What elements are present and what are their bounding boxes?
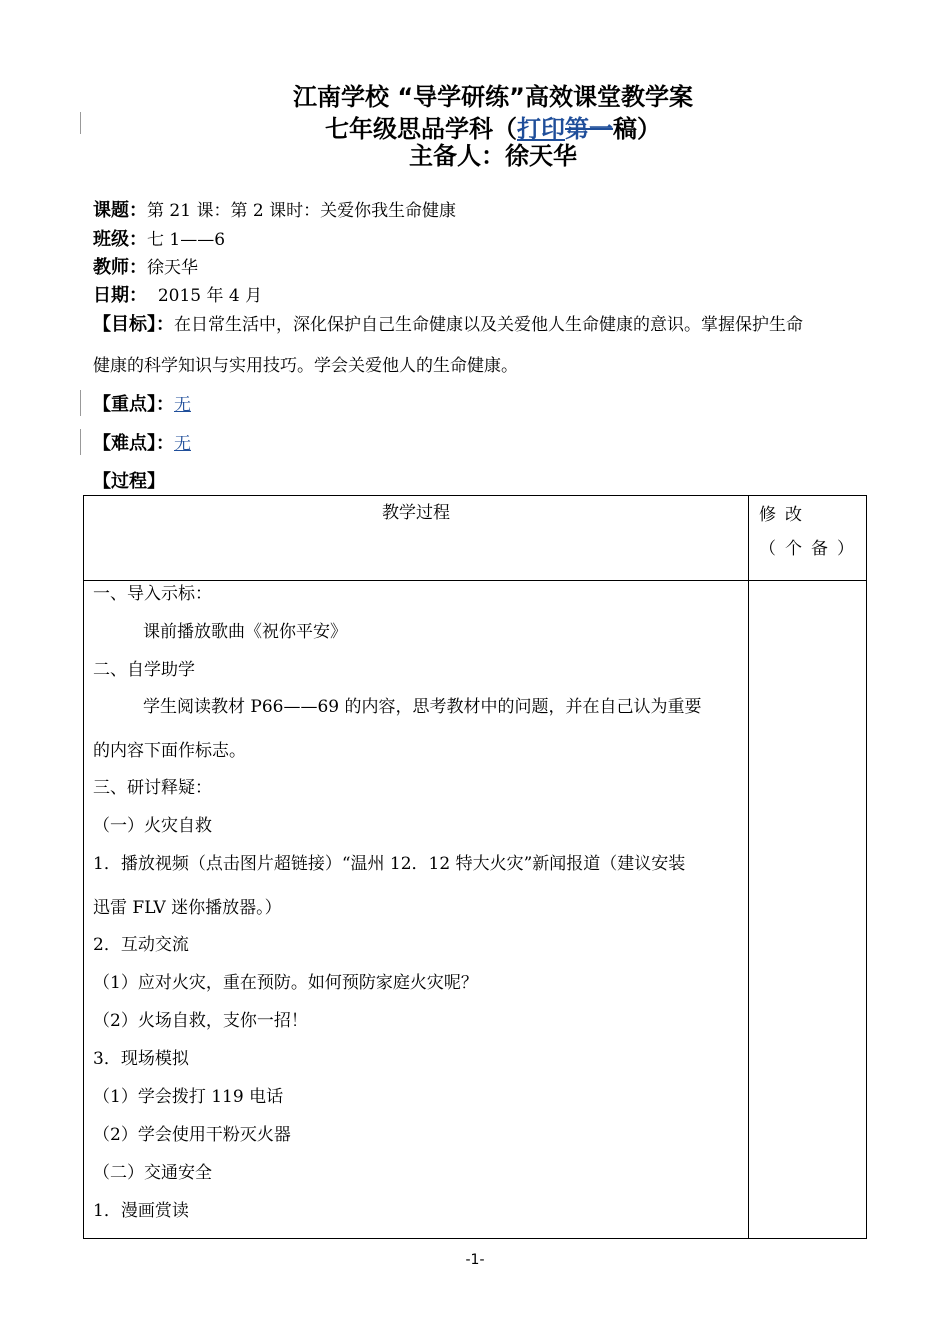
- topic-row: [93, 199, 456, 223]
- date-value: 2015 年 4 月: [157, 286, 263, 306]
- key-value-link[interactable]: 无: [174, 395, 191, 415]
- goal-label: 【目标】：: [93, 314, 174, 335]
- difficulty-label: 【难点】：: [93, 433, 174, 454]
- process-row: [93, 470, 165, 494]
- process-label: 【过程】: [93, 471, 165, 492]
- goal-line-1: 在日常生活中，深化保护自己生命健康以及关爱他人生命健康的意识。掌握保护生命: [174, 315, 803, 335]
- class-row: [93, 228, 225, 252]
- list-item: 2．互动交流: [93, 935, 189, 955]
- list-item: 的内容下面作标志。: [93, 741, 246, 761]
- goal-block: [93, 312, 863, 378]
- author-line: 主备人：徐天华: [409, 142, 577, 170]
- list-item: （一）火灾自救: [93, 816, 212, 836]
- document-subtitle: [18, 114, 950, 144]
- list-item: （1）学会拨打 119 电话: [93, 1087, 284, 1107]
- difficulty-row: [93, 432, 191, 456]
- teacher-value: 徐天华: [147, 258, 198, 278]
- topic-label: 课题：: [93, 200, 147, 221]
- goal-line-2: 健康的科学知识与实用技巧。学会关爱他人的生命健康。: [93, 356, 518, 376]
- col-header-process: 教学过程: [84, 496, 749, 581]
- list-item: 1．漫画赏读: [93, 1201, 189, 1221]
- list-item: （2）学会使用干粉灭火器: [93, 1125, 291, 1145]
- list-item: 3．现场模拟: [93, 1049, 189, 1069]
- topic-value: 第 21 课：第 2 课时：关爱你我生命健康: [147, 201, 457, 221]
- subtitle-link-first[interactable]: 第一: [565, 115, 613, 143]
- teacher-row: [93, 256, 198, 280]
- list-item: 1．播放视频（点击图片超链接）“温州 12．12 特大火灾”新闻报道（建议安装: [93, 854, 686, 874]
- list-item: （2）火场自救，支你一招！: [93, 1011, 308, 1031]
- list-item: （1）应对火灾，重在预防。如何预防家庭火灾呢？: [93, 973, 478, 993]
- change-bar: [80, 112, 81, 134]
- difficulty-value-link[interactable]: 无: [174, 434, 191, 454]
- change-bar: [80, 429, 81, 455]
- list-item: （二）交通安全: [93, 1163, 212, 1183]
- page-number: -1-: [465, 1252, 485, 1268]
- list-item: 课前播放歌曲《祝你平安》: [143, 622, 347, 642]
- list-item: 二、自学助学: [93, 660, 195, 680]
- class-label: 班级：: [93, 229, 147, 250]
- date-row: [93, 284, 262, 308]
- key-label: 【重点】：: [93, 394, 174, 415]
- list-item: 一、导入示标：: [93, 584, 212, 604]
- class-value: 七 1——6: [147, 230, 226, 250]
- subtitle-prefix: 七年级思品学科（: [325, 115, 517, 143]
- list-item: 迅雷 FLV 迷你播放器。）: [93, 898, 282, 918]
- key-row: [93, 393, 191, 417]
- change-bar: [80, 390, 81, 416]
- teacher-label: 教师：: [93, 257, 147, 278]
- subtitle-suffix: 稿）: [613, 115, 661, 143]
- list-item: 学生阅读教材 P66——69 的内容，思考教材中的问题，并在自己认为重要: [143, 697, 702, 717]
- document-title: 江南学校 “导学研练”高效课堂教学案: [293, 83, 693, 111]
- col-header-revision: 修改（个备）: [749, 496, 867, 581]
- subtitle-link-print[interactable]: 打印: [517, 115, 565, 143]
- date-label: 日期：: [93, 285, 147, 306]
- revision-cell: [749, 581, 867, 1239]
- list-item: 三、研讨释疑：: [93, 778, 212, 798]
